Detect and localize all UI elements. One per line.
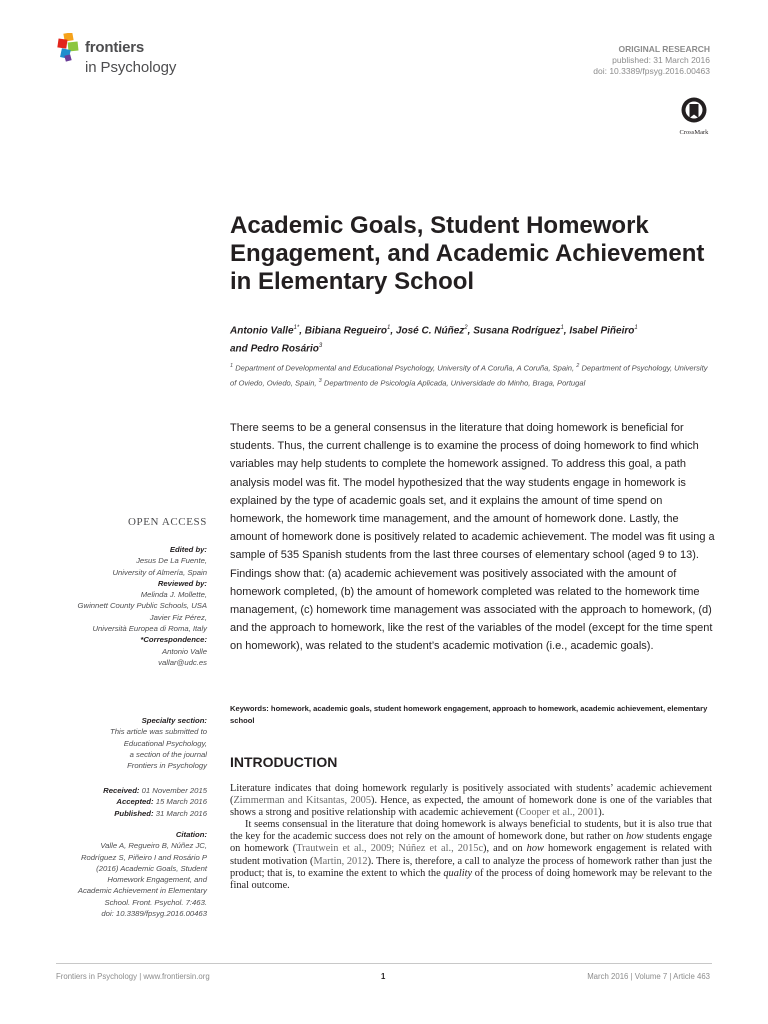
article-type: ORIGINAL RESEARCH xyxy=(618,44,710,54)
introduction-heading: INTRODUCTION xyxy=(230,754,338,770)
text-run: ). Hence, as expected, the amount of homework done is one of the variables that shows a strong and positive relationship with academic achievement ( xyxy=(230,795,713,819)
author-affil-sup: 1* xyxy=(293,325,300,331)
text-run: It seems consensual in the literature that doing homework is always beneficial to students, but it is also true that the key for the academic success does not rely on the amount of homework done, but rather on xyxy=(230,819,712,843)
affil-sup: 1 xyxy=(230,363,234,369)
citation-link[interactable]: Martin, 2012 xyxy=(313,855,368,867)
journal-name-line2: in Psychology xyxy=(85,59,177,76)
author-name[interactable]: Pedro Rosário xyxy=(250,343,319,355)
footer-divider xyxy=(56,963,712,964)
received-date: 01 November 2015 xyxy=(141,786,207,795)
text-run: students engage on homework ( xyxy=(230,831,712,855)
citation-line: School. Front. Psychol. 7:463. xyxy=(104,897,207,907)
frontiers-logo-icon xyxy=(56,33,82,63)
citation-label: Citation: xyxy=(175,830,207,839)
reviewer-name: Javier Fiz Pérez, xyxy=(149,612,207,622)
text-run: ). There is, therefore, a call to analyze the process of homework rather than just the product; that is, to examine the extent to which the xyxy=(230,855,712,879)
text-run: homework engagement is related with student motivation ( xyxy=(230,843,712,867)
abstract: There seems to be a general consensus in the literature that doing homework is beneficial for students. Thus, the current challenge is to examine the process of doing homework to find which variables may help students to complete the homework assigned. To address this goal, a path analysis model was fit. The model hypothesized that the way students engage in homework is explained by the type of academic goals set, and it explains the amount of time spend on homework, the homework time management, and the amount of homework done. Lastly, the amount of homework done is positively related to academic achievement. The model was fit using a sample of 535 Spanish students from the last three courses of elementary school (aged 9 to 13). Findings show that: (a) academic achievement was positively associated with the amount of homework completed, (b) the amount of homework completed was related to the homework time management, (c) homework time management was associated with the approach to homework, (d) and the approach to homework, like the rest of the variables of the model (except for the time spent on homework), was related to the student’s academic motivation (i.e., academic goals). xyxy=(230,422,715,653)
text-run: ). xyxy=(598,807,605,819)
crossmark-icon xyxy=(681,97,707,125)
citation-link[interactable]: Cooper et al., 2001 xyxy=(519,807,599,819)
paragraph xyxy=(230,783,712,819)
specialty-line: Frontiers in Psychology xyxy=(127,761,207,771)
received-label: Received: xyxy=(103,786,140,795)
citation-line: Valle A, Regueiro B, Núñez JC, xyxy=(100,841,207,851)
text-run: of the process of doing homework may be relevant to the final outcome. xyxy=(230,867,713,891)
citation-line: (2016) Academic Goals, Student xyxy=(96,863,207,873)
author-name[interactable]: Bibiana Regueiro xyxy=(304,325,388,337)
published-label: Published: xyxy=(114,808,154,818)
author-affil-sup: 1 xyxy=(634,325,638,331)
affiliation-3: Departmento de Psicología Aplicada, Universidade do Minho, Braga, Portugal xyxy=(323,378,586,388)
edited-by-label: Edited by: xyxy=(169,545,207,554)
footer-journal-link[interactable]: Frontiers in Psychology | www.frontiersin.org xyxy=(56,972,210,981)
citation-line: Homework Engagement, and xyxy=(107,875,207,885)
accepted-date: 15 March 2016 xyxy=(155,797,207,807)
article-title: Academic Goals, Student Homework Engagement, and Academic Achievement in Elementary School xyxy=(230,212,705,295)
citation-line: Rodríguez S, Piñeiro I and Rosário P xyxy=(80,852,207,862)
affiliation-1: Department of Developmental and Educational Psychology, University of A Coruña, A Coruña, Spain, xyxy=(235,363,575,373)
author-name[interactable]: José C. Núñez xyxy=(395,325,465,337)
dates-block xyxy=(56,785,207,819)
reviewed-by-label: Reviewed by: xyxy=(157,578,207,588)
paragraph xyxy=(230,819,712,892)
journal-logo[interactable] xyxy=(56,33,216,79)
author-affil-sup: 1 xyxy=(387,325,391,331)
specialty-line: Educational Psychology, xyxy=(123,738,207,748)
correspondence-label: *Correspondence: xyxy=(140,635,207,645)
citation-doi[interactable]: doi: 10.3389/fpsyg.2016.00463 xyxy=(101,909,207,919)
citation-line: Academic Achievement in Elementary xyxy=(77,886,207,896)
author-name[interactable]: Susana Rodríguez xyxy=(473,325,561,337)
author-list: Antonio Valle$^{1*}$, Bibiana Regueiro$^1$, José C. Núñez$^2$, Susana Rodríguez$^1$, Isabel Piñeiro$^1$ and Pedro Rosário$^3$ xyxy=(230,325,638,355)
author-affil-sup: 1 xyxy=(560,325,564,331)
introduction-body xyxy=(230,783,712,892)
edited-by-block xyxy=(56,544,207,668)
open-access-label: OPEN ACCESS xyxy=(127,516,207,528)
text-run: ), and on xyxy=(483,843,527,855)
published-date-sidebar: 31 March 2016 xyxy=(155,808,207,818)
specialty-line: This article was submitted to xyxy=(110,727,207,737)
article-header-meta xyxy=(593,44,710,77)
author-affil-sup: 2 xyxy=(464,325,468,331)
editor-name: Jesus De La Fuente, xyxy=(136,556,207,566)
correspondence-email[interactable]: vallar@udc.es xyxy=(158,657,207,667)
reviewer-name: Melinda J. Mollette, xyxy=(140,590,207,600)
page-number: 1 xyxy=(381,972,386,981)
crossmark-badge[interactable] xyxy=(676,97,712,135)
emphasis: how xyxy=(526,843,544,855)
author-conjunction: and xyxy=(230,343,248,355)
keywords: Keywords: homework, academic goals, student homework engagement, approach to homework, academic achievement, elementary school xyxy=(230,704,708,725)
reviewer-affiliation: Gwinnett County Public Schools, USA xyxy=(77,601,207,611)
accepted-label: Accepted: xyxy=(116,797,154,807)
affil-sup: 3 xyxy=(318,377,322,384)
text-run: Literature indicates that doing homework regularly is positively associated with students’ academic achievement ( xyxy=(230,783,712,807)
crossmark-label: CrossMark xyxy=(679,129,709,136)
article-doi[interactable]: doi: 10.3389/fpsyg.2016.00463 xyxy=(593,66,710,76)
specialty-line: a section of the journal xyxy=(129,749,207,759)
emphasis: how xyxy=(626,831,644,843)
emphasis: quality xyxy=(443,867,473,879)
author-name[interactable]: Isabel Piñeiro xyxy=(569,325,635,337)
citation-link[interactable]: Zimmerman and Kitsantas, 2005 xyxy=(233,795,372,807)
citation-link[interactable]: Trautwein et al., 2009; Núñez et al., 2015c xyxy=(296,843,484,855)
specialty-block xyxy=(56,715,207,771)
reviewer-affiliation: Università Europea di Roma, Italy xyxy=(92,624,207,634)
specialty-label: Specialty section: xyxy=(141,716,207,725)
correspondence-name: Antonio Valle xyxy=(161,646,207,656)
editor-affiliation: University of Almería, Spain xyxy=(112,567,207,577)
journal-name-line1: frontiers xyxy=(85,39,145,56)
published-date: published: 31 March 2016 xyxy=(612,55,710,65)
affiliations xyxy=(230,360,710,389)
affiliation-2: Department of Psychology, University of Oviedo, Oviedo, Spain, xyxy=(230,363,708,388)
affil-sup: 2 xyxy=(576,363,580,369)
footer-issue-info: March 2016 | Volume 7 | Article 463 xyxy=(587,972,710,981)
citation-block xyxy=(56,829,207,919)
author-affil-sup: 3 xyxy=(318,342,323,349)
author-name[interactable]: Antonio Valle xyxy=(230,325,294,337)
